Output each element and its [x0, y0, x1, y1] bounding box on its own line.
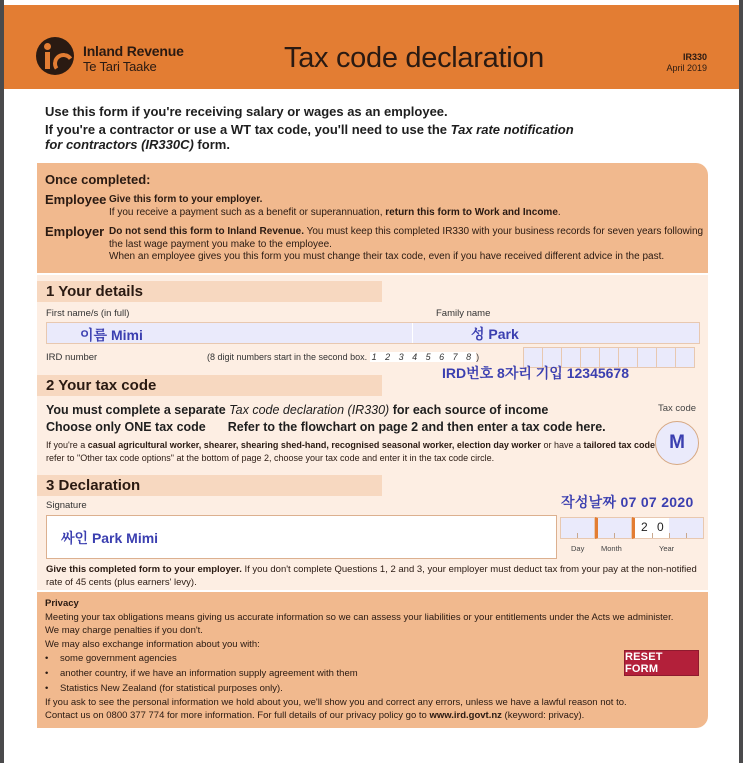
month-label: Month: [601, 544, 622, 553]
employee-instructions: [109, 194, 704, 219]
day-input[interactable]: [560, 517, 595, 539]
reset-form-button[interactable]: RESET FORM: [624, 650, 699, 676]
form-date: April 2019: [666, 63, 707, 73]
form-header: [4, 5, 739, 89]
privacy-bullet: • another country, if we have an information supply agreement with them: [45, 668, 358, 679]
date-annotation: 작성날짜 07 07 2020: [561, 494, 694, 510]
year-digit-2: 0: [657, 520, 664, 534]
form-page: [4, 0, 739, 763]
section-1-heading: [37, 281, 382, 302]
intro-text: If you're a contractor or use a WT tax code, you'll need to use the: [45, 122, 451, 137]
employer-instruction-line3: When an employee gives you this form you must change their tax code, even if you have received different advice in the past.: [109, 251, 665, 262]
signature-field[interactable]: [46, 515, 557, 559]
bullet-text: another country, if we have an information supply agreement with them: [60, 668, 358, 679]
employer-instructions: [109, 226, 704, 264]
year-digit-1: 2: [641, 520, 648, 534]
privacy-text-3: If you ask to see the personal information we hold about you, we'll show you and correct any errors, unless we have a lawful reason not to.: [45, 697, 627, 708]
privacy-paragraph-3: [45, 697, 685, 722]
privacy-paragraph-2: We may also exchange information about you with:: [45, 639, 260, 650]
ird-hint-example: 1 2 3 4 5 6 7 8: [371, 352, 475, 362]
name-divider: [412, 323, 413, 343]
ird-digit-box[interactable]: [637, 347, 657, 368]
intro-line-1: Use this form if you're receiving salary or wages as an employee.: [45, 104, 448, 119]
tax-code-other-options: [46, 439, 656, 464]
org-name-maori: Te Tari Taake: [83, 59, 157, 74]
ird-annotation: IRD번호 8자리 기입 12345678: [442, 365, 629, 381]
family-name-label: Family name: [436, 308, 491, 319]
tax-code-input[interactable]: M: [655, 421, 699, 465]
give-form-bold: Give this completed form to your employer.: [46, 564, 242, 575]
employer-label: Employer: [45, 224, 105, 239]
employee-instruction-text: If you receive a payment such as a benefit or superannuation,: [109, 206, 386, 218]
employer-instruction-bold: Do not send this form to Inland Revenue.: [109, 226, 305, 237]
privacy-text-4: Contact us on 0800 377 774 for more information. For full details of our privacy policy go to: [45, 709, 430, 721]
section-2-heading: [37, 375, 382, 396]
employee-instruction-bold-2: return this form to Work and Income: [385, 206, 558, 218]
signature-label: Signature: [46, 500, 87, 511]
privacy-bullet: • some government agencies: [45, 653, 177, 664]
once-completed-title: Once completed:: [45, 172, 151, 187]
tailored-tax-code: tailored tax code: [583, 440, 655, 450]
flowchart-reference: Refer to the flowchart on page 2 and then enter a tax code here.: [227, 420, 606, 434]
form-id: IR330: [682, 52, 707, 62]
other-options-text: If you're a: [46, 440, 88, 450]
first-name-input[interactable]: 이름 Mimi: [80, 327, 143, 343]
ir330-form-name: Tax code declaration (IR330): [229, 403, 390, 417]
form-fields-area: [37, 275, 708, 590]
bullet-text: some government agencies: [60, 653, 177, 664]
tax-code-instruction-2: [46, 420, 606, 434]
family-name-input[interactable]: 성 Park: [471, 326, 519, 342]
ird-hint-close: ): [476, 352, 480, 362]
ird-digit-box[interactable]: [656, 347, 676, 368]
section-3-heading: [37, 475, 382, 496]
other-options-mid: or have a: [540, 440, 584, 450]
choose-one-text: Choose only ONE tax code: [46, 420, 206, 434]
ird-number-hint: [207, 352, 479, 362]
bullet-text: Statistics New Zealand (for statistical purposes only).: [60, 683, 283, 694]
once-completed-panel: [37, 163, 708, 273]
year-label: Year: [659, 544, 675, 553]
signature-value: 싸인 Park Mimi: [61, 530, 159, 546]
ird-number-label: IRD number: [46, 352, 98, 363]
employee-instruction-end: .: [557, 206, 561, 218]
other-options-end: refer to "Other tax code options" at the bottom of page 2, choose your tax code and enter it in the tax code circle.: [46, 452, 495, 463]
day-label: Day: [571, 544, 585, 553]
privacy-bullet: • Statistics New Zealand (for statistical purposes only).: [45, 683, 283, 694]
privacy-title: Privacy: [45, 598, 79, 609]
org-name: Inland Revenue: [83, 43, 184, 59]
ir330c-form-name: Tax rate notification for contractors (IR330C): [45, 122, 574, 152]
section-3-title: 3 Declaration: [46, 477, 141, 494]
page-title: Tax code declaration: [284, 42, 544, 74]
name-fields-row: [46, 322, 700, 344]
date-input[interactable]: [560, 517, 704, 539]
employer-instruction-text: You must keep this completed IR330 with your business records for seven years following the last wage payment you make to the employee.: [109, 226, 704, 250]
employee-label: Employee: [45, 192, 107, 207]
inland-revenue-logo-icon: [36, 37, 74, 75]
tax-code-text: You must complete a separate: [46, 403, 230, 417]
privacy-paragraph-1: Meeting your tax obligations means giving us accurate information so we can assess your liabilities or your entitlements under the Acts we administer. We may charge penalties if you don't.: [45, 612, 674, 636]
tax-code-label: Tax code: [658, 403, 697, 414]
month-input[interactable]: [595, 517, 632, 539]
first-name-label: First name/s (in full): [46, 308, 130, 319]
privacy-panel: [37, 592, 708, 728]
tax-code-instruction-1: [46, 403, 548, 417]
intro-line-2: [45, 122, 585, 152]
ird-digit-box[interactable]: [675, 347, 695, 368]
ird-hint-text: (8 digit numbers start in the second box.: [207, 352, 368, 362]
worker-types: casual agricultural worker, shearer, shearing shed-hand, recognised seasonal worker, election day worker: [87, 440, 541, 450]
year-input[interactable]: [632, 517, 704, 539]
section-2-title: 2 Your tax code: [46, 377, 157, 394]
tax-code-text-end: for each source of income: [389, 403, 549, 417]
give-form-instruction: [46, 563, 706, 589]
ird-website-link[interactable]: www.ird.govt.nz: [429, 709, 502, 721]
employee-instruction-bold: Give this form to your employer.: [109, 194, 263, 205]
privacy-text-4-end: (keyword: privacy).: [501, 709, 585, 721]
intro-text-end: form.: [193, 137, 230, 152]
section-1-title: 1 Your details: [46, 283, 143, 300]
give-form-text: If you don't complete Questions 1, 2 and 3, your employer must deduct tax from your pay at the non-notified rate of 45 cents (plus earners' levy).: [46, 564, 697, 588]
